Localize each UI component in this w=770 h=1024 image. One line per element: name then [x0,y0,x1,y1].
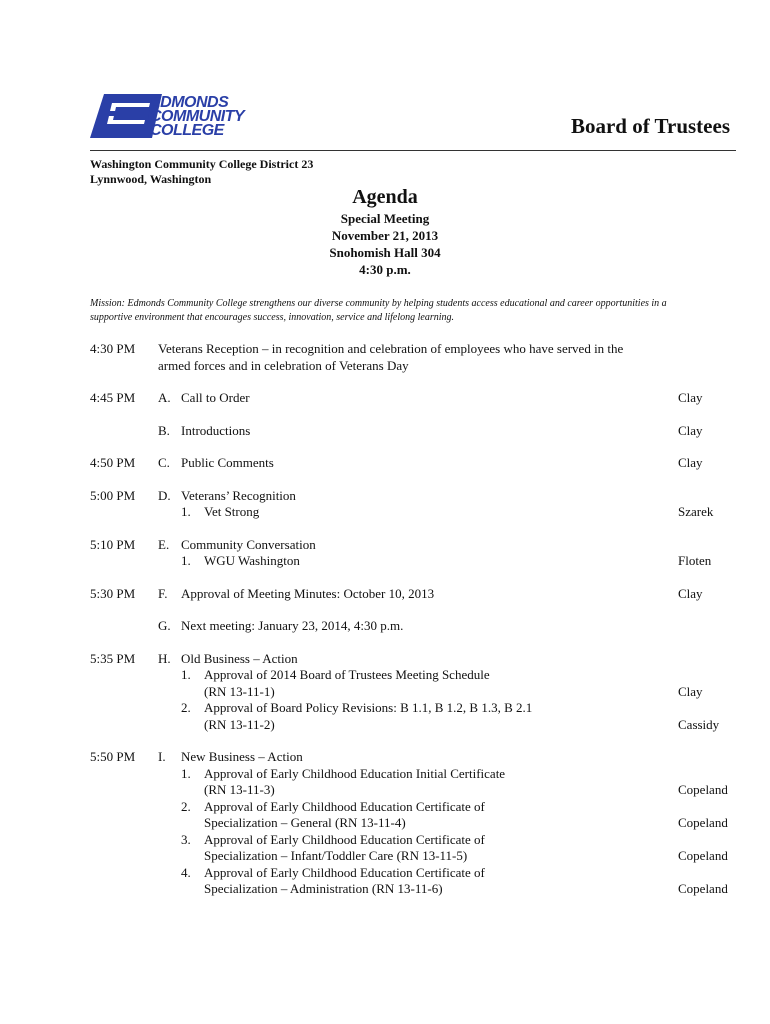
sub-item-text: Specialization – General (RN 13-11-4) [204,815,406,830]
sub-item-number: 1. [181,553,191,568]
item-letter: D. [158,487,171,503]
agenda-time: 4:45 PM [90,390,136,405]
agenda-title: Agenda [352,186,418,208]
item-title: Old Business – Action [181,650,298,666]
header-divider [90,150,736,151]
item-presenter: Copeland [678,848,728,863]
sub-item-text: Vet Strong [204,504,260,519]
agenda-item-h [90,650,720,734]
meeting-date: November 21, 2013 [331,228,439,243]
agenda-time: 5:35 PM [90,650,136,666]
item-letter: C. [158,455,170,470]
item-presenter: Copeland [678,881,728,896]
sub-item-text: (RN 13-11-2) [204,716,275,732]
logo-line-1: EDMONDS [150,94,229,111]
sub-item-number: 3. [181,831,191,847]
sub-item-text: Specialization – Infant/Toddler Care (RN 13-11-5) [204,848,468,863]
meeting-type: Special Meeting [340,211,430,226]
item-title: Call to Order [181,390,250,405]
item-letter: B. [158,422,170,438]
sub-item-number: 1. [181,765,191,781]
item-title: Next meeting: January 23, 2014, 4:30 p.m. [181,618,404,633]
item-presenter: Clay [678,422,703,438]
district-name: Washington Community College District 23 [90,157,314,171]
item-presenter: Szarek [678,504,714,519]
sub-item-number: 1. [181,504,191,519]
item-letter: I. [158,749,166,764]
agenda-time: 4:50 PM [90,455,136,470]
logo-line-2: COMMUNITY [150,108,245,125]
agenda-time [90,423,158,440]
item-presenter: Floten [678,553,712,568]
agenda-time: 4:30 PM [90,341,136,356]
meeting-time: 4:30 p.m. [359,262,411,277]
sub-item-text: Approval of Early Childhood Education Initial Certificate [204,765,506,781]
item-presenter: Cassidy [678,716,720,732]
item-title: Introductions [181,422,251,438]
item-title: Community Conversation [181,536,316,552]
agenda-item-c [90,455,703,472]
sub-item-number: 2. [181,798,191,814]
sub-item-number: 2. [181,700,191,715]
district-city: Lynnwood, Washington [90,172,212,186]
sub-item-text: (RN 13-11-3) [204,782,275,797]
agenda-item-d [90,487,714,521]
sub-item-text: WGU Washington [204,553,300,568]
agenda-list [90,341,728,898]
sub-item-text: Approval of Early Childhood Education Certificate of [204,831,485,847]
item-presenter: Clay [678,455,703,470]
agenda-item-a [90,390,703,407]
agenda-item-i [90,749,728,898]
sub-item-text: Specialization – Administration (RN 13-11-6) [204,881,443,896]
item-presenter: Clay [678,683,703,699]
sub-item-text: (RN 13-11-1) [204,683,275,699]
mission-statement: Mission: Edmonds Community College strengthens our diverse community by helping students access educational and career opportunities in a supportive environment that encourages success, innovation, service and lifelong learning. [90,298,667,323]
agenda-item-e [90,536,712,570]
agenda-item-f [90,585,703,603]
agenda-time: 5:00 PM [90,487,136,503]
logo-line-3: COLLEGE [150,122,224,139]
sub-item-number: 4. [181,864,191,880]
sub-item-number: 1. [181,667,191,682]
logo-wordmark [150,96,244,138]
item-presenter: Copeland [678,782,728,797]
meeting-location: Snohomish Hall 304 [329,245,441,260]
item-letter: H. [158,650,171,666]
item-presenter: Copeland [678,815,728,830]
board-title: Board of Trustees [570,114,730,138]
item-presenter: Clay [678,390,703,405]
agenda-time: 5:30 PM [90,585,136,601]
item-letter: E. [158,536,170,552]
agenda-time: 5:50 PM [90,749,136,764]
item-title: Veterans’ Recognition [181,487,296,503]
item-letter: G. [158,618,171,633]
meeting-info [0,210,770,278]
agenda-item-b [90,422,703,440]
item-title: Approval of Meeting Minutes: October 10, 2013 [181,585,435,601]
item-presenter: Clay [678,585,703,601]
item-letter: A. [158,390,171,405]
agenda-time: 5:10 PM [90,536,136,552]
sub-item-text: Approval of Early Childhood Education Certificate of [204,798,485,814]
agenda-time [90,618,158,635]
sub-item-text: Approval of Board Policy Revisions: B 1.1, B 1.2, B 1.3, B 2.1 [204,700,533,715]
reception-line-1: Veterans Reception – in recognition and celebration of employees who have served in the [158,341,624,356]
reception-line-2: armed forces and in celebration of Veterans Day [158,357,409,373]
item-title: Public Comments [181,455,274,470]
agenda-row-reception [90,341,650,374]
district-info [90,157,313,187]
sub-item-text: Approval of Early Childhood Education Certificate of [204,864,485,880]
item-title: New Business – Action [181,749,303,764]
sub-item-text: Approval of 2014 Board of Trustees Meeting Schedule [204,667,490,682]
agenda-item-g [90,618,650,635]
item-letter: F. [158,585,168,601]
